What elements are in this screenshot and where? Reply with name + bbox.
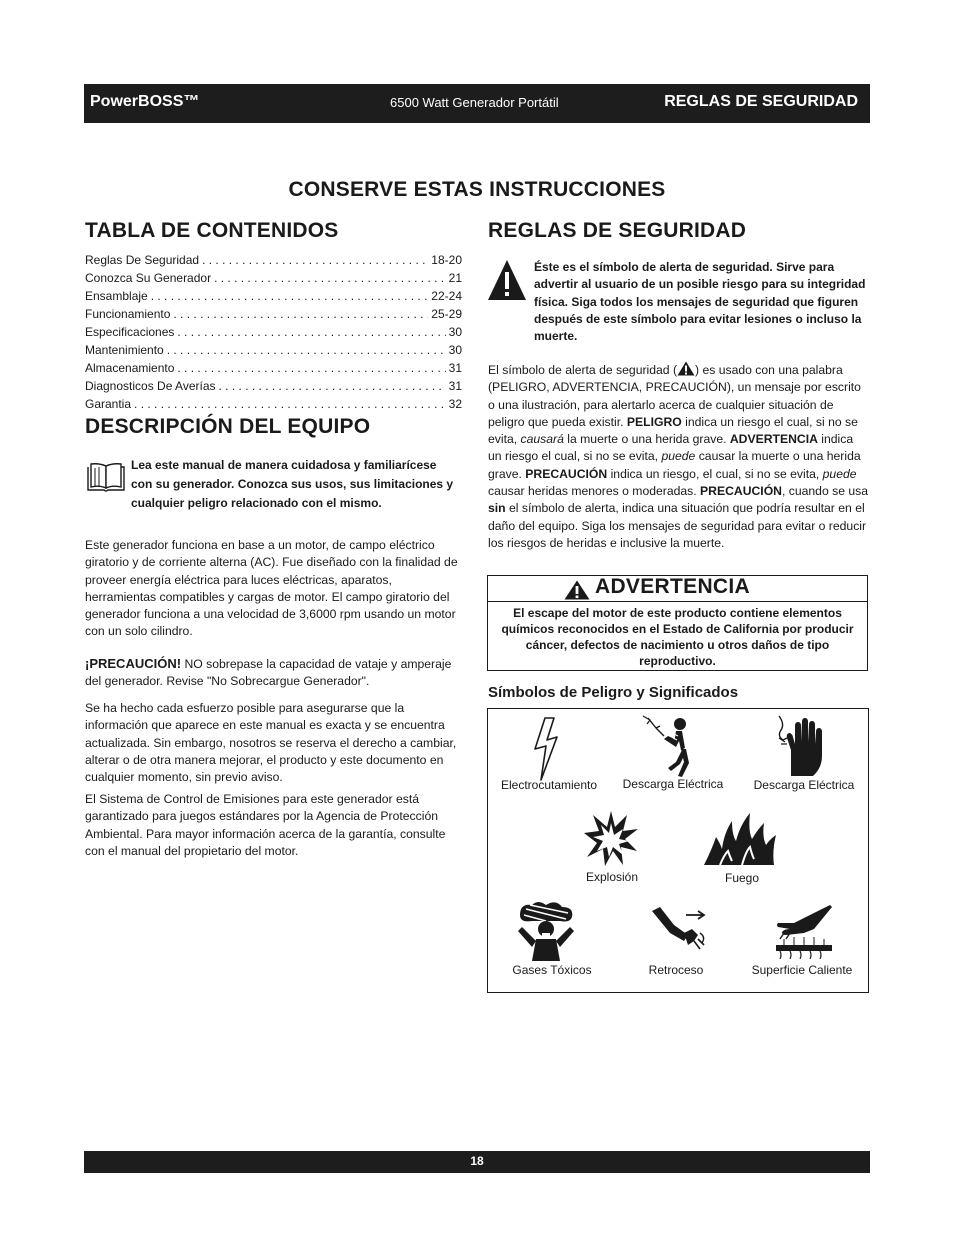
symbol-label: Descarga Eléctrica bbox=[622, 777, 724, 791]
symbols-heading: Símbolos de Peligro y Significados bbox=[488, 684, 739, 701]
toc-item-label: Ensamblaje bbox=[85, 289, 148, 303]
toc-item-label: Funcionamiento bbox=[85, 307, 171, 321]
safety-alert-text: Éste es el símbolo de alerta de seguridad. Sirve para advertir al usuario de un posible riesgo para su integridad física. Siga todos los mensajes de seguridad que figuren después de este símbolo para evitar lesiones o incluso la muerte. bbox=[534, 260, 866, 344]
caution-label: ¡PRECAUCIÓN! bbox=[85, 656, 182, 671]
product-model: 6500 Watt Generador Portátil bbox=[390, 95, 559, 110]
caution-text: NO sobrepase la capacidad de vataje y amperaje del generador. Revise "No Sobrecargue Generador". bbox=[85, 657, 452, 689]
toc-item-label: Garantia bbox=[85, 397, 132, 411]
warning-box-header bbox=[488, 576, 867, 602]
symbol-label: Descarga Eléctrica bbox=[753, 778, 855, 792]
toc-item-page: 30 bbox=[448, 325, 462, 339]
toc-item-page: 18-20 bbox=[431, 253, 462, 267]
symbol-label: Gases Tóxicos bbox=[512, 963, 592, 977]
symbol-label: Retroceso bbox=[648, 963, 704, 977]
section-title: REGLAS DE SEGURIDAD bbox=[664, 93, 858, 110]
description-paragraph: Este generador funciona en base a un motor, de campo eléctrico giratorio y de corriente alterna (AC). Fue diseñado con la finalidad de proveer energía eléctrica para luces eléctricas, aparatos, herramientas compatibles y cargas de motor. El campo giratorio del generador funciona a una velocidad de 3,6000 rpm usando un motor con un solo cilindro. bbox=[85, 538, 458, 639]
explosion-icon bbox=[583, 809, 639, 867]
toc-item bbox=[85, 251, 462, 269]
toc-leader-dots bbox=[177, 323, 445, 341]
symbol-label: Explosión bbox=[585, 870, 639, 884]
emissions-paragraph: El Sistema de Control de Emisiones para este generador está garantizado para juegos estándares por la Agencia de Protección Ambiental. Para mayor información acerca de la garantía, consulte con el manual del propietario del motor. bbox=[85, 792, 446, 858]
warning-box-title: ADVERTENCIA bbox=[595, 575, 750, 598]
safety-title: REGLAS DE SEGURIDAD bbox=[488, 219, 747, 242]
toc-leader-dots bbox=[177, 359, 445, 377]
header-bar bbox=[84, 84, 870, 123]
toc-item bbox=[85, 377, 462, 395]
hazard-symbols-box bbox=[487, 708, 869, 993]
symbol-label: Fuego bbox=[724, 871, 760, 885]
lightning-bolt-icon bbox=[531, 717, 561, 781]
toc-item-label: Reglas De Seguridad bbox=[85, 253, 200, 267]
toc-item-page: 21 bbox=[448, 271, 462, 285]
toc-leader-dots bbox=[219, 377, 446, 395]
fire-icon bbox=[702, 809, 778, 867]
warning-box bbox=[487, 575, 868, 671]
toc-leader-dots bbox=[151, 287, 429, 305]
disclaimer-paragraph: Se ha hecho cada esfuerzo posible para asegurarse que la información que aparece en este manual es exacta y se encuentra actualizada. Sin embargo, nosotros se reserva el derecho a cambiar, alterar o de otra manera mejorar, el producto y este documento en cualquier momento, sin previo aviso. bbox=[85, 701, 457, 785]
page-number: 18 bbox=[470, 1154, 484, 1168]
kickback-icon bbox=[648, 905, 708, 955]
toxic-gas-icon bbox=[516, 901, 576, 961]
toc-item-page: 25-29 bbox=[431, 307, 462, 321]
toc-item-page: 31 bbox=[448, 379, 462, 393]
toc-item bbox=[85, 323, 462, 341]
footer-bar bbox=[84, 1151, 870, 1173]
warning-box-text: El escape del motor de este producto contiene elementos químicos reconocidos en el Estado de California por producir cáncer, defectos de nacimiento u otros daños de tipo reproductivo. bbox=[501, 606, 854, 668]
description-title: DESCRIPCIÓN DEL EQUIPO bbox=[85, 415, 371, 438]
toc-item-label: Almacenamiento bbox=[85, 361, 175, 375]
toc-leader-dots bbox=[173, 305, 428, 323]
toc-title: TABLA DE CONTENIDOS bbox=[85, 219, 339, 242]
toc-item-page: 31 bbox=[448, 361, 462, 375]
toc-item-label: Especificaciones bbox=[85, 325, 175, 339]
table-of-contents bbox=[85, 251, 462, 413]
toc-item bbox=[85, 359, 462, 377]
toc-leader-dots bbox=[202, 251, 428, 269]
toc-item-label: Diagnosticos De Averías bbox=[85, 379, 216, 393]
warning-triangle-icon bbox=[487, 258, 527, 302]
toc-item-page: 30 bbox=[448, 343, 462, 357]
shock-person-icon bbox=[638, 714, 698, 778]
shock-hand-icon bbox=[777, 714, 827, 778]
toc-item-page: 22-24 bbox=[431, 289, 462, 303]
book-icon bbox=[85, 462, 127, 494]
toc-leader-dots bbox=[214, 269, 446, 287]
toc-item bbox=[85, 341, 462, 359]
toc-leader-dots bbox=[167, 341, 446, 359]
toc-item bbox=[85, 287, 462, 305]
symbol-label: Superficie Caliente bbox=[751, 963, 853, 977]
toc-item bbox=[85, 305, 462, 323]
toc-item-label: Conozca Su Generador bbox=[85, 271, 212, 285]
warning-triangle-icon bbox=[564, 580, 590, 600]
read-manual-note: Lea este manual de manera cuidadosa y familiarícese con su generador. Conozca sus usos, sus limitaciones y cualquier peligro relacionado con el mismo. bbox=[131, 458, 454, 510]
caution-paragraph bbox=[85, 655, 465, 691]
safety-body-paragraph: El símbolo de alerta de seguridad ( ) es usado con una palabra (PELIGRO, ADVERTENCIA, PRECAUCIÓN), un mensaje por escrito o una ilustración, para alertarlo acerca de cualquier situación de peligro que pueda existir. PELIGRO indica un riesgo el cual, si no se evita, causará la muerte o una herida grave. ADVERTENCIA indica un riesgo el cual, si no se evita, puede causar la muerte o una herida grave. PRECAUCIÓN indica un riesgo, el cual, si no se evita, puede causar heridas menores o moderadas. PRECAUCIÓN, cuando se usa sin el símbolo de alerta, indica una situación que podría resultar en el daño del equipo. Siga los mensajes de seguridad para evitar o reducir los riesgos de heridas e inclusive la muerte. bbox=[488, 363, 869, 550]
symbol-label: Electrocutamiento bbox=[500, 778, 598, 792]
hot-surface-icon bbox=[774, 903, 834, 959]
brand-name: PowerBOSS™ bbox=[90, 93, 200, 110]
toc-item-label: Mantenimiento bbox=[85, 343, 164, 357]
page-title: CONSERVE ESTAS INSTRUCCIONES bbox=[288, 178, 666, 201]
inline-alert-icon bbox=[677, 361, 695, 376]
toc-item bbox=[85, 395, 462, 413]
toc-leader-dots bbox=[134, 395, 446, 413]
toc-item bbox=[85, 269, 462, 287]
toc-item-page: 32 bbox=[448, 397, 462, 411]
